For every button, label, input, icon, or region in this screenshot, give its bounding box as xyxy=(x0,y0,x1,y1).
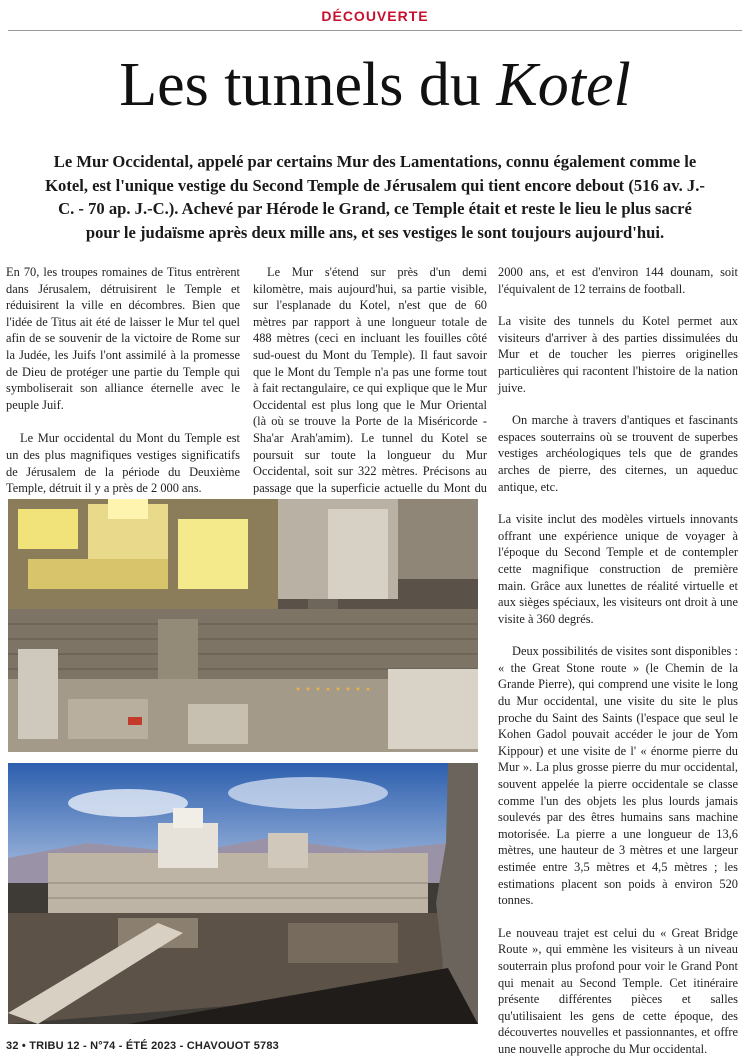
title-italic: Kotel xyxy=(496,51,631,119)
temple-model-illustration xyxy=(8,499,478,752)
paragraph: Le Mur s'étend sur près d'un demi kilomètre, mais aujourd'hui, sa partie visible, sur l'esplanade du Kotel, n'est que de 60 mètres par rapport à une longueur totale de 488 mètres (ceci en incluant les fouilles côté sud-ouest du Mont du Temple). Il faut savoir que le Mont du Temple n'a pas une forme tout à fait rectangulaire, ce qui explique que le Mur Occidental est plus long que le Mur Oriental (là où se trouve la Porte de la Miséricorde - Sha'ar Arah'amim). Le tunnel du Kotel se poursuit sur toute la longueur du Mur Occidental, soit sur 322 mètres. Précisons au passage que la superficie actuelle du Mont du xyxy=(253,265,487,495)
page-title xyxy=(0,50,750,120)
text-column-3 xyxy=(498,264,738,1061)
article-lead: Le Mur Occidental, appelé par certains Mur des Lamentations, connu également comme le Kotel, est l'unique vestige du Second Temple de Jérusalem qui tient encore debout (516 av. J.-C. - 70 ap. J.-C.). Achevé par Hérode le Grand, ce Temple était et reste le lieu le plus sacré pour le judaïsme après deux mille ans, et ses vestiges le sont toujours aujourd'hui. xyxy=(45,152,705,242)
rubric-divider xyxy=(8,30,742,31)
paragraph: La visite inclut des modèles virtuels innovants offrant une expérience unique de voyager à l'époque du Second Temple et de contempler cette magnifique construction de première main. Grâce aux lunettes de réalité virtuelle et aux sièges spéciaux, les visiteurs ont droit à une visite à 360 degrés. xyxy=(498,512,738,626)
paragraph: Deux possibilités de visites sont disponibles : « the Great Stone route » (le Chemin de la Grande Pierre), qui comprend une visite le long du Mur occidental, une visite du site le plus proche du Saint des Saints (l'espace que seul le Kohen Gadol pouvait accéder le jour de Yom Kippour) et une visite de l' « énorme pierre du Mur ». La plus grosse pierre du mur occidental, souvent appelée la pierre occidentale se classe comme l'un des objets les plus lourds jamais soulevés par des êtres humains sans machine motorisée. La pierre a une longueur de 13,6 mètres, une hauteur de 3 mètres et une largeur estimée entre 3,5 mètres et 4,5 mètres ; les estimations placent son poids à environ 520 tonnes. xyxy=(498,644,738,908)
text-column-2 xyxy=(253,264,487,530)
title-main: Les tunnels du xyxy=(119,51,497,119)
page-footer: 32 • TRIBU 12 - N°74 - ÉTÉ 2023 - CHAVOUOT 5783 xyxy=(6,1040,279,1052)
paragraph: On marche à travers d'antiques et fascinants espaces souterrains où se trouvent de superbes vestiges archéologiques tels que de grandes arches de pierre, des citernes, un aqueduc antique, etc. xyxy=(498,413,738,494)
second-temple-mural-illustration xyxy=(8,763,478,1024)
paragraph: La visite des tunnels du Kotel permet aux visiteurs d'arriver à des parties dissimulées du Mur et de toucher les pierres originelles particulières qui racontent l'histoire de la nation juive. xyxy=(498,314,738,395)
section-rubric: DÉCOUVERTE xyxy=(321,8,429,24)
text-column-1 xyxy=(6,264,240,514)
paragraph: Le Mur occidental du Mont du Temple est un des plus magnifiques vestiges significatifs de Jérusalem de la période du Deuxième Temple, détruit il y a près de 2 000 ans. xyxy=(6,431,240,496)
paragraph: En 70, les troupes romaines de Titus entrèrent dans Jérusalem, détruisirent le Temple et réduisirent la ville en décombres. Bien que l'idée de Titus ait été de laisser le Mur tel quel afin de se souvenir de la victoire de Rome sur la Judée, les Juifs l'ont assimilé à la promesse de Dieu de protéger une partie du Temple qui symboliserait son alliance éternelle avec le peuple Juif. xyxy=(6,265,240,412)
second-temple-mural-photo xyxy=(8,763,478,1024)
temple-model-photo xyxy=(8,499,478,752)
paragraph: 2000 ans, et est d'environ 144 dounam, soit l'équivalent de 12 terrains de football. xyxy=(498,265,738,296)
paragraph: Le nouveau trajet est celui du « Great Bridge Route », qui emmène les visiteurs à un niveau souterrain plus profond pour voir le Grand Pont qui menait au Second Temple. Cet itinéraire présente différentes pièces et salles qu'utilisaient les gens de cette époque, des découvertes nouvelles et passionnantes, et offre une nouvelle approche du Mur occidental. xyxy=(498,925,738,1056)
